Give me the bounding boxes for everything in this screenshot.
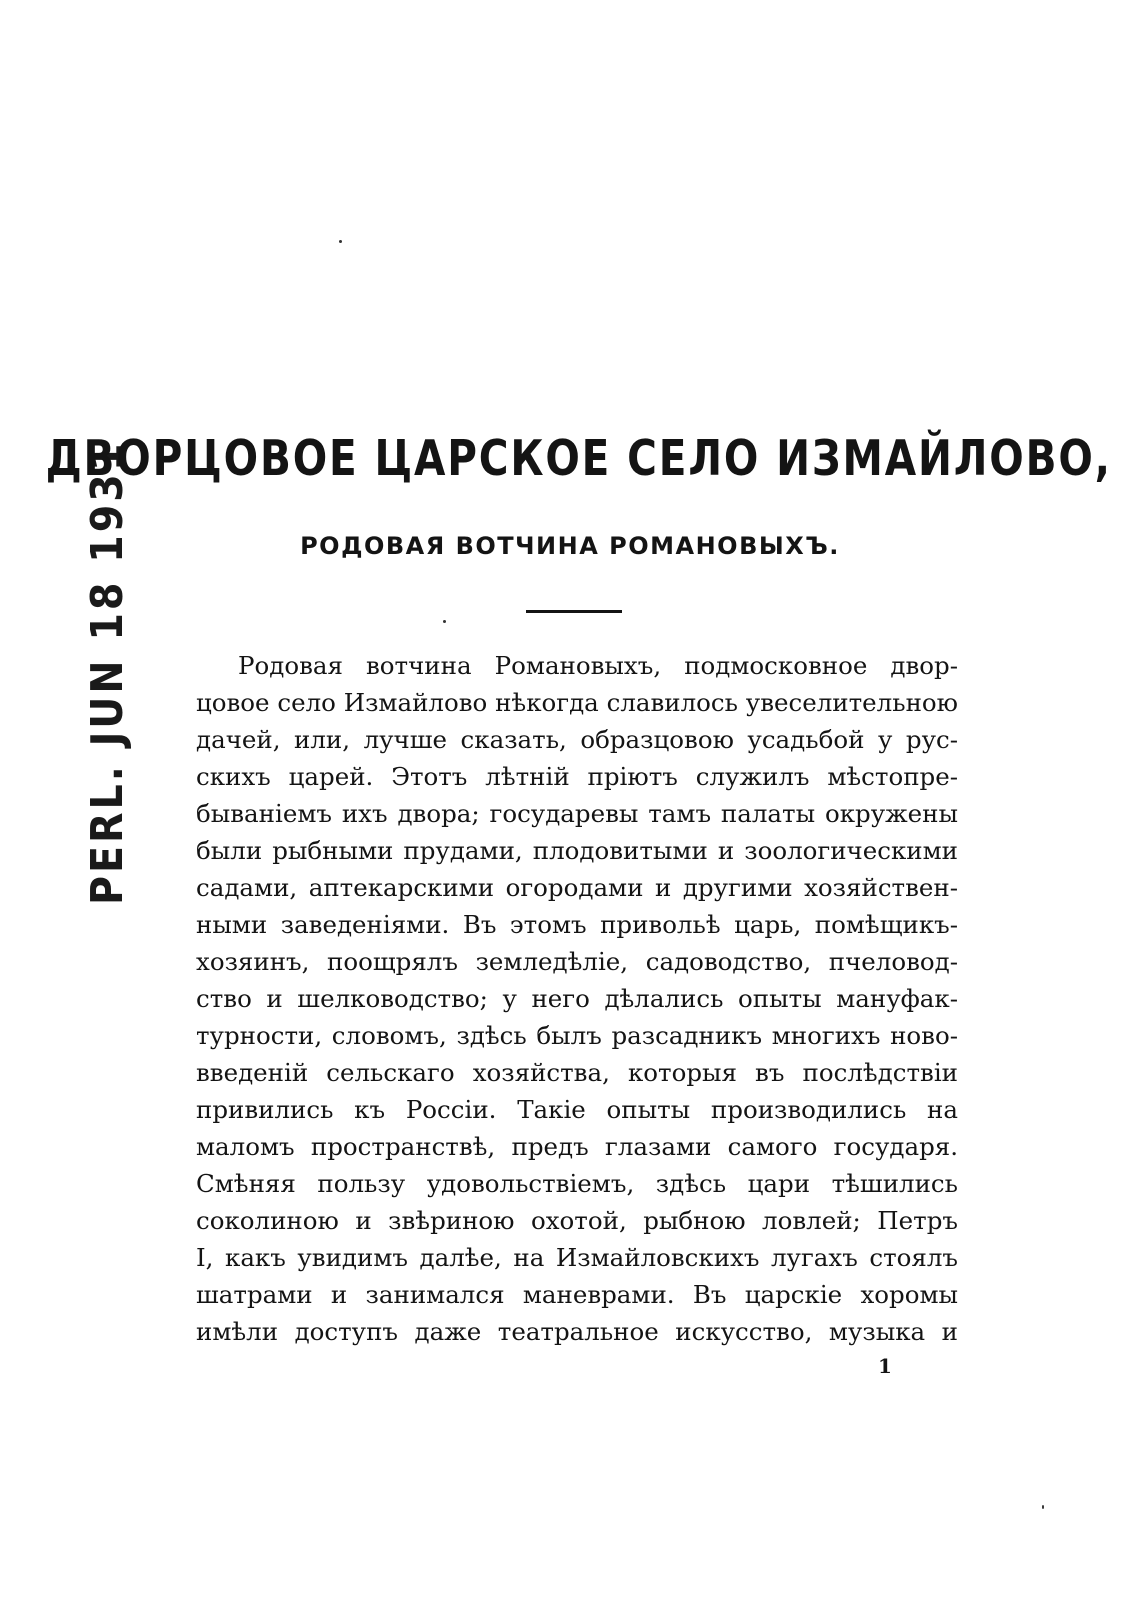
text-line: введеній сельскаго хозяйства, которыя въ послѣдствіи [196,1058,958,1087]
text-line: садами, аптекарскими огородами и другими хозяйствен- [196,873,958,902]
text-line: Родовая вотчина Романовыхъ, подмосковное двор- [238,651,958,680]
text-line: ными заведеніями. Въ этомъ привольѣ царь, помѣщикъ- [196,910,958,939]
text-line: скихъ царей. Этотъ лѣтній пріютъ служилъ мѣстопре- [196,762,958,791]
text-line: маломъ пространствѣ, предъ глазами самого государя. [196,1132,958,1161]
text-line: I, какъ увидимъ далѣе, на Измайловскихъ лугахъ стоялъ [196,1243,958,1272]
text-line: цовое село Измайлово нѣкогда славилось увеселительною [196,688,958,717]
body-paragraph [196,647,958,1350]
text-line: ство и шелководство; у него дѣлались опыты мануфак- [196,984,958,1013]
text-line: дачей, или, лучше сказать, образцовою усадьбой у рус- [196,725,958,754]
text-line: были рыбными прудами, плодовитыми и зоологическими [196,836,958,865]
title-divider-rule [526,610,622,613]
chapter-title: ДВОРЦОВОЕ ЦАРСКОЕ СЕЛО ИЗМАЙЛОВО, [45,430,1112,487]
text-line: хозяинъ, поощрялъ земледѣліе, садоводство, пчеловод- [196,947,958,976]
paper-speck [1042,1505,1044,1509]
chapter-subtitle: РОДОВАЯ ВОТЧИНА РОМАНОВЫХЪ. [300,532,840,560]
paper-speck [443,620,446,623]
text-line: быванiемъ ихъ двора; государевы тамъ палаты окружены [196,799,958,828]
library-date-stamp: PERL. JUN 18 1931 [82,440,133,905]
page-number: 1 [878,1354,892,1378]
text-line: шатрами и занимался маневрами. Въ царскіе хоромы [196,1280,958,1309]
text-line: Смѣняя пользу удовольствіемъ, здѣсь цари тѣшились [196,1169,958,1198]
text-line: привились къ Россіи. Такіе опыты производились на [196,1095,958,1124]
text-line: имѣли доступъ даже театральное искусство, музыка и [196,1317,958,1346]
text-line: турности, словомъ, здѣсь былъ разсадникъ многихъ ново- [196,1021,958,1050]
text-line: соколиною и звѣриною охотой, рыбною ловлей; Петръ [196,1206,958,1235]
paper-speck [339,240,342,243]
